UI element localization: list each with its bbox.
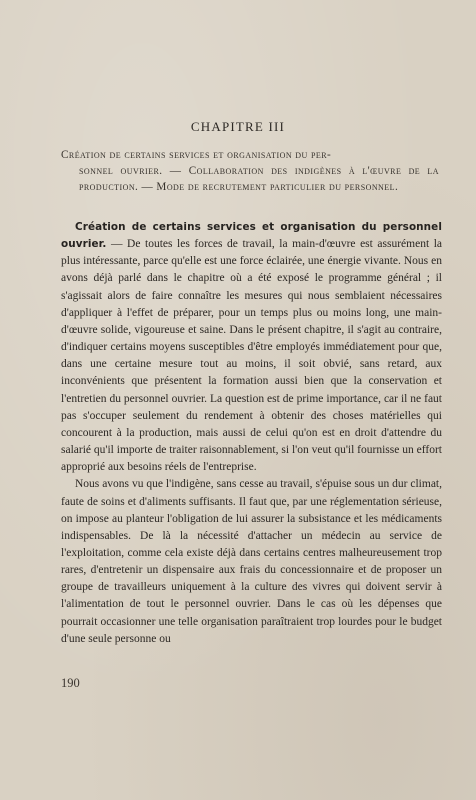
paragraph-2: Nous avons vu que l'indigène, sans cesse au travail, s'épuise sous un dur climat, faute de soins et d'aliments suffisants. Il faut que, par une réglementation sérieuse, on impose au planteur l'obligation de lui assurer la subsistance et les médicaments indispensables. De là la nécessité d'attacher un médecin au service de l'exploitation, comme cela existe déjà dans certains centres malheureusement trop rares, d'entretenir un dispensaire aux frais du concessionnaire et de proposer un groupe de travailleurs uniquement à la culture des vivres qui doivent servir à l'alimentation de tout le personnel ouvrier. Dans le cas où les dépenses que pourrait occasionner une telle organisation paraîtraient trop lourdes pour le budget d'une seule personne ou: [61, 478, 442, 645]
chapter-heading: CHAPITRE III: [190, 119, 286, 134]
section-title: Création de certains services et organisation du personnel ouvrier.: [61, 221, 442, 251]
chapter-summary-line-2: sonnel ouvrier. — Collaboration des indigènes à l'œuvre de la production. — Mode de recrutement particulier du personnel.: [79, 165, 439, 193]
chapter-summary: [61, 147, 439, 195]
page-number: 190: [61, 676, 80, 690]
paragraph-1-text: — De toutes les forces de travail, la main-d'œuvre est assurément la plus intéressante, parce qu'elle est une force éclairée, une énergie vivante. Nous en avons déjà parlé dans le chapitre où a été exposé le programme général ; il s'agissait alors de faire connaître les mesures qui nous semblaient nécessaires d'appliquer à l'effet de préparer, pour un temps plus ou moins long, une main-d'œuvre solide, vigoureuse et saine. Dans le présent chapitre, il s'agit au contraire, d'indiquer certains moyens susceptibles d'être employés immédiatement pour que, dans une certaine mesure tout au moins, il soit obvié, sans retard, aux inconvénients que présentent la formation aussi bien que la conservation et l'entretien du personnel ouvrier. La question est de prime importance, car il ne faut pas s'occuper seulement du rendement à obtenir des choses matérielles qui concourent à la production, mais aussi de celui qu'on est en droit d'attendre du salarié qu'il importe de traiter raisonnablement, si l'on veut qu'il fournisse un effort approprié aux besoins réels de l'entreprise.: [61, 238, 442, 474]
paragraph-1: [61, 219, 442, 476]
chapter-summary-line-1: Création de certains services et organisation du per-: [61, 149, 332, 161]
body-text: [61, 219, 442, 648]
